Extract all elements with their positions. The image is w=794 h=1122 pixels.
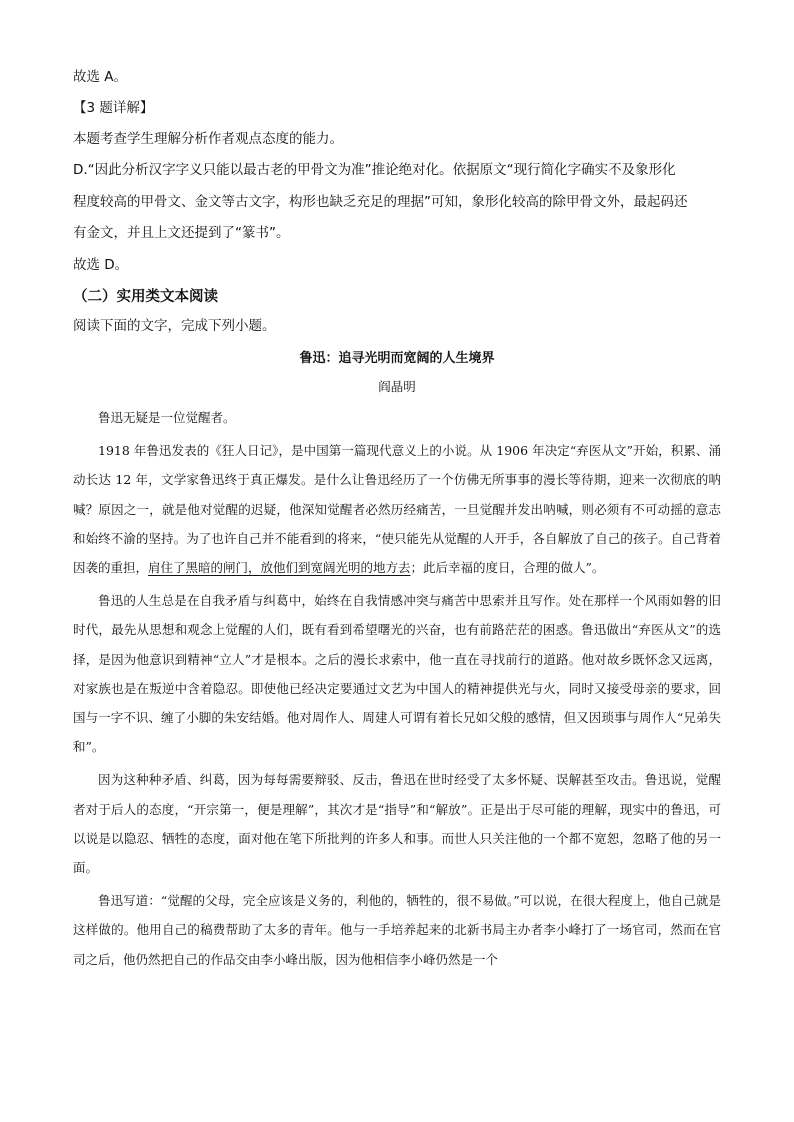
underlined-sentence: 肩住了黑暗的闸门，放他们到宽阔光明的地方去 [148, 560, 411, 576]
article-paragraph: 鲁迅的人生总是在自我矛盾与纠葛中，始终在自我情感冲突与痛苦中思索并且写作。处在那样一个风雨如磐的旧时代，最先从思想和观念上觉醒的人们，既有看到希望曙光的兴奋，也有前路茫茫的困惑。鲁迅做出“弃医从文”的选择，是因为他意识到精神“立人”才是根本。之后的漫长求索中，他一直在寻找前行的道路。他对故乡既怀念又远离，对家族也是在叛逆中含着隐忍。即使他已经决定要通过文艺为中国人的精神提供光与火，同时又接受母亲的要求，回国与一字不识、缠了小脚的朱安结婚。他对周作人、周建人可谓有着长兄如父般的感情，但又因琐事与周作人“兄弟失和”。 [73, 593, 721, 755]
analysis-line: 程度较高的甲骨文、金文等古文字，构形也缺乏充足的理据”可知，象形化较高的除甲骨文外，最起码还 [73, 193, 688, 210]
reading-instruction: 阅读下面的文字，完成下列小题。 [73, 318, 276, 334]
article-paragraph: 鲁迅无疑是一位觉醒者。 [98, 410, 236, 425]
section-heading: （二）实用类文本阅读 [73, 289, 218, 305]
analysis-line: 有金文，并且上文还提到了“篆书”。 [73, 225, 290, 241]
article-title: 鲁迅：追寻光明而宽阔的人生境界 [299, 351, 495, 366]
analysis-line: D.“因此分析汉字字义只能以最古老的甲骨文为准”推论绝对化。依据原文“现行简化字确实不及象形化 [73, 162, 676, 178]
article-body [73, 403, 721, 974]
article-paragraph: 鲁迅写道：“觉醒的父母，完全应该是义务的，利他的，牺牲的，很不易做。”可以说，在很大程度上，他自己就是这样做的。他用自己的稿费帮助了太多的青年。他与一手培养起来的北新书局主办者李小峰打了一场官司，然而在官司之后，他仍然把自己的作品交由李小峰出版，因为他相信李小峰仍然是一个 [73, 893, 721, 967]
article-author: 阎晶明 [378, 379, 416, 394]
article-paragraph: 因为这种种矛盾、纠葛，因为每每需要辩驳、反击，鲁迅在世时经受了太多怀疑、误解甚至攻击。鲁迅说，觉醒者对于后人的态度，“开宗第一，便是理解”，其次才是“指导”和“解放”。正是出于尽可能的理解，现实中的鲁迅，可以说是以隐忍、牺牲的态度，面对他在笔下所批判的许多人和事。而世人只关注他的一个都不宽恕，忽略了他的另一面。 [73, 772, 721, 876]
answer-choice-a: 故选 A。 [73, 69, 128, 85]
answer-explanation [73, 62, 733, 281]
article-paragraph [73, 436, 721, 582]
paragraph-text: 1918 年鲁迅发表的《狂人日记》，是中国第一篇现代意义上的小说。从 1906 年决定“弃医从文”开始，积累、涌动长达 12 年，文学家鲁迅终于真正爆发。是什么让鲁迅经历了一个仿佛无所事事的漫长等待期，迎来一次彻底的呐喊？原因之一，就是他对觉醒的迟疑，他深知觉醒者必然历经痛苦，一旦觉醒并发出呐喊，则必须有不可动摇的意志和始终不渝的坚持。为了也许自己并不能看到的将来，“使只能先从觉醒的人开手，各自解放了自己的孩子。自己背着因袭的重担， [73, 443, 721, 576]
option-d-analysis [73, 155, 733, 250]
answer-choice-d: 故选 D。 [73, 256, 129, 273]
ability-statement: 本题考查学生理解分析作者观点态度的能力。 [73, 131, 343, 147]
paragraph-text: ；此后幸福的度日，合理的做人”。 [410, 560, 605, 576]
question-3-detail-label: 【3 题详解】 [73, 100, 154, 116]
